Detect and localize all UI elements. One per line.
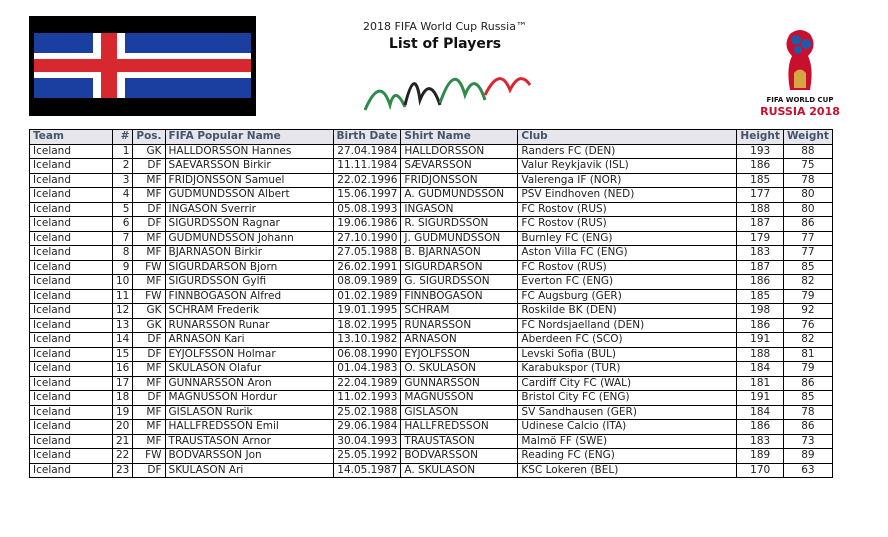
cell-weight: 85 (783, 260, 832, 275)
table-row (30, 173, 833, 188)
cell-club: Valur Reykjavik (ISL) (518, 159, 737, 174)
table-row (30, 347, 833, 362)
cell-birth-date: 11.02.1993 (333, 391, 401, 406)
cell-club: Aberdeen FC (SCO) (518, 333, 737, 348)
players-table (29, 129, 833, 478)
cell-height: 185 (737, 173, 784, 188)
cell-club: Valerenga IF (NOR) (518, 173, 737, 188)
cell-shirt-name: HALLDORSSON (401, 144, 518, 159)
cell-weight: 76 (783, 318, 832, 333)
cell-team: Iceland (30, 376, 113, 391)
cell-club: KSC Lokeren (BEL) (518, 463, 737, 478)
cell-birth-date: 25.05.1992 (333, 449, 401, 464)
cell-birth-date: 26.02.1991 (333, 260, 401, 275)
cell-shirt-name: SÆVARSSON (401, 159, 518, 174)
cell-birth-date: 27.04.1984 (333, 144, 401, 159)
cell-weight: 78 (783, 173, 832, 188)
cell-shirt-name: J. GUDMUNDSSON (401, 231, 518, 246)
cell-height: 198 (737, 304, 784, 319)
cell-weight: 78 (783, 405, 832, 420)
calligraphy-logo (360, 55, 535, 115)
cell-shirt-name: Ó. SKÚLASON (401, 362, 518, 377)
table-row (30, 217, 833, 232)
cell-team: Iceland (30, 217, 113, 232)
table-row (30, 231, 833, 246)
cell-position: GK (133, 304, 165, 319)
cell-position: MF (133, 376, 165, 391)
cell-number: 21 (113, 434, 133, 449)
cell-height: 188 (737, 347, 784, 362)
world-cup-logo (752, 28, 848, 120)
cell-club: PSV Eindhoven (NED) (518, 188, 737, 203)
cell-fifa-name: GISLASON Rurik (165, 405, 333, 420)
column-header-height: Height (737, 130, 784, 145)
cell-club: Everton FC (ENG) (518, 275, 737, 290)
cell-weight: 63 (783, 463, 832, 478)
cell-position: DF (133, 202, 165, 217)
cell-height: 183 (737, 434, 784, 449)
cell-fifa-name: FINNBOGASON Alfred (165, 289, 333, 304)
table-row (30, 405, 833, 420)
cell-birth-date: 27.05.1988 (333, 246, 401, 261)
cell-shirt-name: SIGURDARSON (401, 260, 518, 275)
cell-team: Iceland (30, 231, 113, 246)
cell-fifa-name: SIGURDSSON Gylfi (165, 275, 333, 290)
cell-number: 16 (113, 362, 133, 377)
cell-position: MF (133, 362, 165, 377)
cell-birth-date: 14.05.1987 (333, 463, 401, 478)
cell-height: 185 (737, 289, 784, 304)
cell-position: FW (133, 260, 165, 275)
cell-position: MF (133, 275, 165, 290)
cell-number: 23 (113, 463, 133, 478)
cell-fifa-name: RUNARSSON Runar (165, 318, 333, 333)
cell-weight: 81 (783, 347, 832, 362)
cell-club: Bristol City FC (ENG) (518, 391, 737, 406)
cell-shirt-name: FRIDJÓNSSON (401, 173, 518, 188)
cell-weight: 85 (783, 391, 832, 406)
cell-number: 19 (113, 405, 133, 420)
cell-shirt-name: RÚNARSSON (401, 318, 518, 333)
cell-position: MF (133, 188, 165, 203)
cell-position: MF (133, 434, 165, 449)
table-row (30, 144, 833, 159)
cell-fifa-name: HALLFREDSSON Emil (165, 420, 333, 435)
cell-fifa-name: MAGNUSSON Hordur (165, 391, 333, 406)
cell-club: FC Rostov (RUS) (518, 202, 737, 217)
cell-team: Iceland (30, 318, 113, 333)
cell-position: DF (133, 217, 165, 232)
cell-height: 170 (737, 463, 784, 478)
cell-shirt-name: ARNASON (401, 333, 518, 348)
cell-team: Iceland (30, 434, 113, 449)
cell-position: GK (133, 318, 165, 333)
cell-weight: 77 (783, 231, 832, 246)
cell-team: Iceland (30, 333, 113, 348)
cell-club: FC Rostov (RUS) (518, 217, 737, 232)
cell-birth-date: 25.02.1988 (333, 405, 401, 420)
cell-shirt-name: R. SIGURDSSON (401, 217, 518, 232)
cell-number: 22 (113, 449, 133, 464)
cell-height: 184 (737, 362, 784, 377)
cell-fifa-name: FRIDJONSSON Samuel (165, 173, 333, 188)
cell-team: Iceland (30, 275, 113, 290)
cell-birth-date: 05.08.1993 (333, 202, 401, 217)
cell-height: 187 (737, 260, 784, 275)
cell-birth-date: 22.02.1996 (333, 173, 401, 188)
cell-team: Iceland (30, 362, 113, 377)
cell-weight: 88 (783, 144, 832, 159)
cell-fifa-name: GUDMUNDSSON Johann (165, 231, 333, 246)
cell-shirt-name: MAGNÚSSON (401, 391, 518, 406)
cell-height: 186 (737, 318, 784, 333)
cell-club: Levski Sofia (BUL) (518, 347, 737, 362)
cell-club: Burnley FC (ENG) (518, 231, 737, 246)
column-header-club: Club (518, 130, 737, 145)
cell-height: 184 (737, 405, 784, 420)
cell-team: Iceland (30, 260, 113, 275)
cell-fifa-name: ARNASON Kari (165, 333, 333, 348)
cell-position: MF (133, 405, 165, 420)
cell-height: 191 (737, 333, 784, 348)
cell-shirt-name: TRAUSTASON (401, 434, 518, 449)
column-header-team: Team (30, 130, 113, 145)
cell-number: 7 (113, 231, 133, 246)
cell-birth-date: 01.02.1989 (333, 289, 401, 304)
cell-number: 9 (113, 260, 133, 275)
cell-height: 186 (737, 159, 784, 174)
table-row (30, 376, 833, 391)
table-row (30, 159, 833, 174)
cell-height: 191 (737, 391, 784, 406)
wc-logo-line2: RUSSIA 2018 (760, 105, 840, 118)
cell-shirt-name: B. BJARNASON (401, 246, 518, 261)
cell-weight: 86 (783, 376, 832, 391)
table-row (30, 202, 833, 217)
cell-fifa-name: SIGURDARSON Bjorn (165, 260, 333, 275)
table-row (30, 275, 833, 290)
cell-height: 181 (737, 376, 784, 391)
cell-birth-date: 19.06.1986 (333, 217, 401, 232)
cell-shirt-name: GUNNARSSON (401, 376, 518, 391)
cell-number: 12 (113, 304, 133, 319)
table-header (30, 130, 833, 145)
cell-shirt-name: HALLFREDSSON (401, 420, 518, 435)
cell-birth-date: 19.01.1995 (333, 304, 401, 319)
cell-weight: 86 (783, 217, 832, 232)
cell-shirt-name: SCHRAM (401, 304, 518, 319)
table-row (30, 449, 833, 464)
cell-fifa-name: GUNNARSSON Aron (165, 376, 333, 391)
cell-fifa-name: BODVARSSON Jon (165, 449, 333, 464)
cell-team: Iceland (30, 347, 113, 362)
cell-birth-date: 22.04.1989 (333, 376, 401, 391)
cell-club: Cardiff City FC (WAL) (518, 376, 737, 391)
cell-club: FC Augsburg (GER) (518, 289, 737, 304)
cell-shirt-name: A. SKÚLASON (401, 463, 518, 478)
table-row (30, 246, 833, 261)
cell-club: FC Rostov (RUS) (518, 260, 737, 275)
cell-height: 193 (737, 144, 784, 159)
cell-number: 4 (113, 188, 133, 203)
cell-number: 6 (113, 217, 133, 232)
cell-shirt-name: EYJÓLFSSON (401, 347, 518, 362)
cell-team: Iceland (30, 144, 113, 159)
cell-birth-date: 27.10.1990 (333, 231, 401, 246)
table-row (30, 318, 833, 333)
cell-number: 17 (113, 376, 133, 391)
cell-weight: 82 (783, 275, 832, 290)
cell-fifa-name: SAEVARSSON Birkir (165, 159, 333, 174)
cell-shirt-name: G. SIGURDSSON (401, 275, 518, 290)
table-row (30, 333, 833, 348)
cell-fifa-name: INGASON Sverrir (165, 202, 333, 217)
cell-weight: 89 (783, 449, 832, 464)
cell-number: 2 (113, 159, 133, 174)
cell-number: 8 (113, 246, 133, 261)
cell-position: MF (133, 231, 165, 246)
cell-weight: 75 (783, 159, 832, 174)
cell-team: Iceland (30, 173, 113, 188)
cell-fifa-name: HALLDORSSON Hannes (165, 144, 333, 159)
cell-club: Udinese Calcio (ITA) (518, 420, 737, 435)
cell-weight: 73 (783, 434, 832, 449)
cell-number: 5 (113, 202, 133, 217)
cell-number: 10 (113, 275, 133, 290)
cell-shirt-name: A. GUDMUNDSSON (401, 188, 518, 203)
cell-height: 187 (737, 217, 784, 232)
cell-birth-date: 01.04.1983 (333, 362, 401, 377)
cell-position: GK (133, 144, 165, 159)
cell-number: 11 (113, 289, 133, 304)
cell-weight: 92 (783, 304, 832, 319)
table-row (30, 289, 833, 304)
table-row (30, 188, 833, 203)
cell-birth-date: 30.04.1993 (333, 434, 401, 449)
cell-club: Karabukspor (TUR) (518, 362, 737, 377)
column-header-weight: Weight (783, 130, 832, 145)
cell-weight: 80 (783, 188, 832, 203)
cell-position: FW (133, 449, 165, 464)
cell-fifa-name: TRAUSTASON Arnor (165, 434, 333, 449)
cell-birth-date: 18.02.1995 (333, 318, 401, 333)
cell-number: 1 (113, 144, 133, 159)
cell-team: Iceland (30, 391, 113, 406)
cell-team: Iceland (30, 202, 113, 217)
cell-shirt-name: FINNBOGASON (401, 289, 518, 304)
cell-fifa-name: BJARNASON Birkir (165, 246, 333, 261)
cell-fifa-name: SKULASON Ari (165, 463, 333, 478)
cell-team: Iceland (30, 449, 113, 464)
cell-number: 15 (113, 347, 133, 362)
cell-height: 183 (737, 246, 784, 261)
cell-club: Malmö FF (SWE) (518, 434, 737, 449)
cell-club: Aston Villa FC (ENG) (518, 246, 737, 261)
cell-position: DF (133, 347, 165, 362)
cell-birth-date: 15.06.1997 (333, 188, 401, 203)
cell-team: Iceland (30, 304, 113, 319)
cell-birth-date: 06.08.1990 (333, 347, 401, 362)
iceland-flag (29, 16, 256, 116)
cell-position: FW (133, 289, 165, 304)
cell-height: 189 (737, 449, 784, 464)
cell-number: 3 (113, 173, 133, 188)
cell-weight: 79 (783, 289, 832, 304)
cell-shirt-name: INGASON (401, 202, 518, 217)
cell-number: 18 (113, 391, 133, 406)
cell-height: 186 (737, 275, 784, 290)
cell-team: Iceland (30, 463, 113, 478)
cell-club: SV Sandhausen (GER) (518, 405, 737, 420)
cell-weight: 80 (783, 202, 832, 217)
table-row (30, 391, 833, 406)
table-row (30, 420, 833, 435)
cell-team: Iceland (30, 405, 113, 420)
cell-weight: 77 (783, 246, 832, 261)
cell-birth-date: 29.06.1984 (333, 420, 401, 435)
cell-fifa-name: GUDMUNDSSON Albert (165, 188, 333, 203)
table-row (30, 362, 833, 377)
table-row (30, 434, 833, 449)
cell-number: 13 (113, 318, 133, 333)
cell-position: DF (133, 333, 165, 348)
cell-position: MF (133, 420, 165, 435)
column-header-number: # (113, 130, 133, 145)
cell-height: 188 (737, 202, 784, 217)
table-row (30, 463, 833, 478)
cell-number: 20 (113, 420, 133, 435)
cell-shirt-name: BÖDVARSSON (401, 449, 518, 464)
cell-position: MF (133, 173, 165, 188)
cell-birth-date: 13.10.1982 (333, 333, 401, 348)
table-row (30, 260, 833, 275)
cell-team: Iceland (30, 246, 113, 261)
column-header-fifa-name: FIFA Popular Name (165, 130, 333, 145)
cell-number: 14 (113, 333, 133, 348)
cell-club: Roskilde BK (DEN) (518, 304, 737, 319)
cell-team: Iceland (30, 188, 113, 203)
cell-club: Randers FC (DEN) (518, 144, 737, 159)
cell-team: Iceland (30, 289, 113, 304)
cell-fifa-name: SIGURDSSON Ragnar (165, 217, 333, 232)
cell-fifa-name: SKULASON Olafur (165, 362, 333, 377)
cell-club: Reading FC (ENG) (518, 449, 737, 464)
cell-height: 177 (737, 188, 784, 203)
column-header-birth-date: Birth Date (333, 130, 401, 145)
cell-weight: 86 (783, 420, 832, 435)
cell-weight: 82 (783, 333, 832, 348)
column-header-position: Pos. (133, 130, 165, 145)
cell-birth-date: 11.11.1984 (333, 159, 401, 174)
cell-shirt-name: GISLASON (401, 405, 518, 420)
wc-logo-line1: FIFA WORLD CUP (766, 96, 834, 104)
cell-club: FC Nordsjaelland (DEN) (518, 318, 737, 333)
cell-position: DF (133, 463, 165, 478)
cell-weight: 79 (783, 362, 832, 377)
cell-team: Iceland (30, 420, 113, 435)
page-title: List of Players (388, 36, 502, 52)
table-row (30, 304, 833, 319)
cell-fifa-name: EYJOLFSSON Holmar (165, 347, 333, 362)
cell-position: DF (133, 159, 165, 174)
cell-position: MF (133, 246, 165, 261)
cell-birth-date: 08.09.1989 (333, 275, 401, 290)
cell-height: 186 (737, 420, 784, 435)
cell-height: 179 (737, 231, 784, 246)
subtitle: 2018 FIFA World Cup Russia™ (363, 20, 527, 33)
cell-position: DF (133, 391, 165, 406)
column-header-shirt-name: Shirt Name (401, 130, 518, 145)
cell-fifa-name: SCHRAM Frederik (165, 304, 333, 319)
cell-team: Iceland (30, 159, 113, 174)
